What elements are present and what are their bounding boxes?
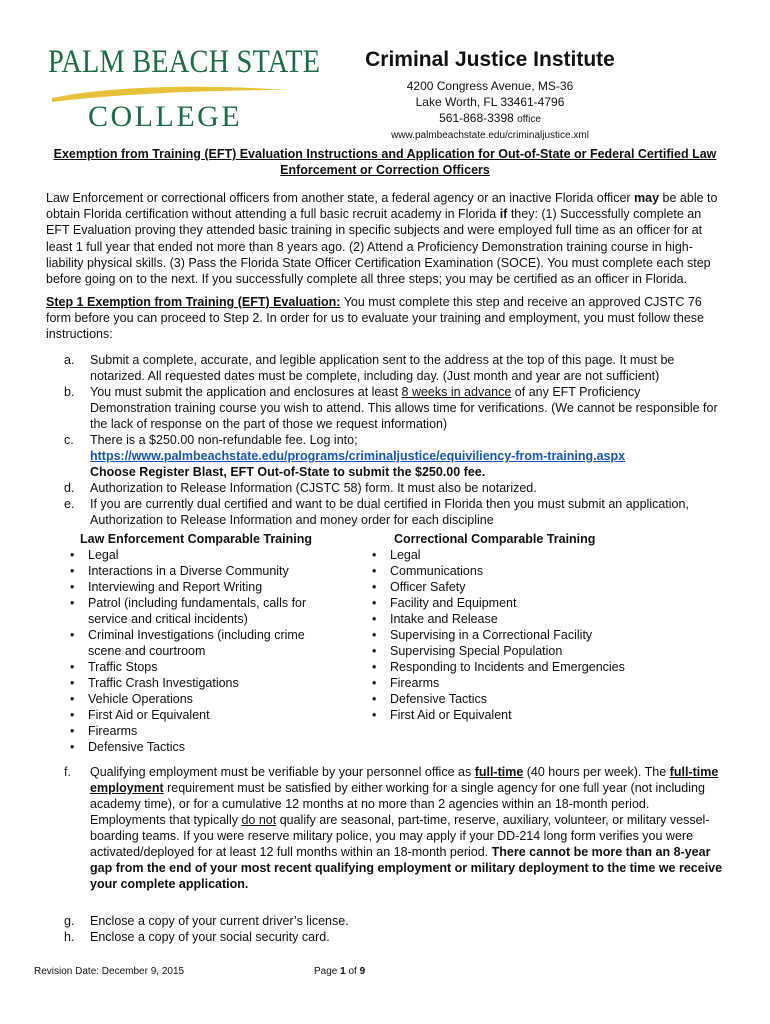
- college-logo: [48, 44, 321, 133]
- item-letter: e.: [64, 497, 75, 511]
- list-item-e: [64, 496, 724, 528]
- training-list-item: [64, 739, 334, 755]
- item-f-fulltime: full-time: [474, 765, 524, 779]
- training-item-text: Communications: [390, 564, 484, 578]
- training-item-text: Interactions in a Diverse Community: [88, 564, 289, 578]
- step1-text: You must complete this step and receive an approved CJSTC 76 form before you can proceed to Step 2. In order for us to evaluate your training and employment, you must follow these instructions:: [46, 295, 705, 342]
- bullet-icon: •: [70, 724, 75, 738]
- instruction-list-f: [64, 764, 724, 892]
- bullet-icon: •: [372, 596, 377, 610]
- training-list-item: [366, 659, 666, 675]
- training-item-text: Firearms: [390, 676, 440, 690]
- item-b-text-2: of any EFT Proficiency Demonstration training course you wish to attend. This allows time for verifications. (We cannot be responsible for the lack of response on the part of those we request information): [90, 385, 718, 431]
- training-list-item: [64, 675, 334, 691]
- eft-registration-link[interactable]: https://www.palmbeachstate.edu/programs/criminaljustice/equiviliency-from-training.aspx: [90, 449, 626, 463]
- corr-training-list: [366, 547, 666, 723]
- intro-if: if: [499, 207, 508, 222]
- training-list-item: [366, 579, 666, 595]
- item-g-text: Enclose a copy of your current driver’s license.: [90, 914, 349, 928]
- institute-name: Criminal Justice Institute: [365, 48, 615, 71]
- revision-date: Revision Date: December 9, 2015: [34, 966, 185, 977]
- bullet-icon: •: [372, 580, 377, 594]
- bullet-icon: •: [372, 612, 377, 626]
- item-c-bold: Choose Register Blast, EFT Out-of-State to submit the $250.00 fee.: [90, 465, 486, 479]
- training-item-text: Defensive Tactics: [88, 740, 186, 754]
- training-list-item: [64, 627, 334, 659]
- bullet-icon: •: [70, 676, 75, 690]
- intro-paragraph: [46, 190, 724, 287]
- bullet-icon: •: [70, 692, 75, 706]
- training-list-item: [64, 659, 334, 675]
- item-f-text-1: Qualifying employment must be verifiable by your personnel office as: [90, 765, 475, 779]
- phone-number: 561-868-3398: [439, 111, 514, 125]
- corr-training-heading: Correctional Comparable Training: [394, 532, 596, 546]
- training-item-text: Legal: [88, 548, 119, 562]
- item-b-text: You must submit the application and enclosures at least: [90, 385, 402, 399]
- item-letter: h.: [64, 930, 75, 944]
- item-b-underline: 8 weeks in advance: [401, 385, 512, 399]
- page-pre: Page: [314, 966, 341, 977]
- training-list-item: [366, 675, 666, 691]
- le-training-column: [64, 531, 334, 755]
- item-e-text: If you are currently dual certified and want to be dual certified in Florida then you must submit an application, Authorization to Release Information and money order for each discipline: [90, 497, 689, 527]
- training-item-text: Traffic Stops: [88, 660, 158, 674]
- bullet-icon: •: [70, 628, 75, 642]
- training-item-text: Officer Safety: [390, 580, 466, 594]
- logo-top-text: PALM BEACH STATE: [48, 44, 321, 80]
- item-f-bold: There cannot be more than an 8-year gap from the end of your most recent qualifying employment or military deployment to the time we receive your complete application.: [90, 845, 723, 891]
- training-list-item: [64, 579, 334, 595]
- item-f-donot: do not: [241, 813, 277, 827]
- address-line-2: Lake Worth, FL 33461-4796: [415, 95, 565, 109]
- training-list-item: [64, 723, 334, 739]
- training-item-text: Interviewing and Report Writing: [88, 580, 263, 594]
- item-c-text: There is a $250.00 non-refundable fee. Log into;: [90, 433, 358, 447]
- instruction-list-g-h: [64, 913, 724, 945]
- training-item-text: Traffic Crash Investigations: [88, 676, 239, 690]
- training-item-text: Criminal Investigations (including crime scene and courtroom: [88, 628, 305, 658]
- instruction-list-a-e: [64, 352, 724, 528]
- item-f-fte: full-time employment: [90, 765, 719, 795]
- item-letter: d.: [64, 481, 75, 495]
- list-item-b: [64, 384, 724, 432]
- phone-label: office: [517, 114, 541, 125]
- item-letter: g.: [64, 914, 75, 928]
- training-list-item: [366, 611, 666, 627]
- bullet-icon: •: [70, 660, 75, 674]
- training-list-item: [64, 547, 334, 563]
- training-item-text: Legal: [390, 548, 421, 562]
- training-item-text: Firearms: [88, 724, 138, 738]
- page-number: [314, 966, 365, 977]
- training-item-text: First Aid or Equivalent: [88, 708, 210, 722]
- intro-text-3: they: (1) Successfully complete an EFT Evaluation proving they attended basic training in specific subjects and were employed full time as an officer for at least 1 full year that ended not more than 8 years ago. (2) Attend a Proficiency Demonstration training course in high-liability physical skills. (3) Pass the Florida State Officer Certification Examination (SOCE). You must complete each step before going on to the next. If you successfully complete all three steps; you may be certified as an officer in Florida.: [46, 207, 711, 287]
- bullet-icon: •: [70, 548, 75, 562]
- page-total: 9: [359, 966, 366, 977]
- bullet-icon: •: [70, 740, 75, 754]
- training-list-item: [64, 595, 334, 627]
- training-list-item: [366, 627, 666, 643]
- website-text: www.palmbeachstate.edu/criminaljustice.xml: [391, 130, 589, 141]
- page-current: 1: [340, 966, 346, 977]
- corr-training-column: [366, 531, 666, 723]
- list-item-f: [64, 764, 724, 892]
- bullet-icon: •: [70, 564, 75, 578]
- list-item-d: [64, 480, 724, 496]
- training-list-item: [366, 547, 666, 563]
- training-list-item: [366, 707, 666, 723]
- item-a-text: Submit a complete, accurate, and legible application sent to the address at the top of this page. It must be notarized. All requested dates must be complete, including day. (Just month and year are not sufficient): [90, 353, 675, 383]
- intro-text-1: Law Enforcement or correctional officers from another state, a federal agency or an inactive Florida officer: [46, 191, 635, 205]
- training-list-item: [366, 643, 666, 659]
- bullet-icon: •: [372, 548, 377, 562]
- training-list-item: [64, 707, 334, 723]
- page-mid: of: [345, 966, 360, 977]
- address-line-1: 4200 Congress Avenue, MS-36: [406, 79, 574, 93]
- intro-may: may: [634, 191, 660, 205]
- logo-bottom-text: COLLEGE: [88, 100, 243, 133]
- bullet-icon: •: [70, 596, 75, 610]
- institute-info: [330, 48, 650, 144]
- bullet-icon: •: [372, 676, 377, 690]
- item-d-text: Authorization to Release Information (CJSTC 58) form. It must also be notarized.: [90, 481, 537, 495]
- intro-text-2: be able to obtain Florida certification without attending a full basic recruit academy in Florida: [46, 191, 718, 222]
- phone-line: [330, 110, 650, 128]
- le-training-heading: Law Enforcement Comparable Training: [80, 532, 312, 546]
- training-list-item: [366, 691, 666, 707]
- bullet-icon: •: [70, 580, 75, 594]
- training-item-text: Supervising in a Correctional Facility: [390, 628, 593, 642]
- item-f-text-2: (40 hours per week). The: [523, 765, 670, 779]
- training-list-item: [366, 595, 666, 611]
- le-training-list: [64, 547, 334, 755]
- bullet-icon: •: [372, 564, 377, 578]
- step1-heading: Step 1 Exemption from Training (EFT) Evaluation:: [46, 295, 341, 309]
- list-item-h: [64, 929, 724, 945]
- training-list-item: [64, 691, 334, 707]
- item-f-text-4: qualify are seasonal, part-time, reserve, auxiliary, volunteer, or military vessel-boarding teams. If you were reserve military police, you may apply if your DD-214 long form verifies you were activated/deployed for at least 12 full months within an 18-month period.: [90, 813, 710, 859]
- training-item-text: Patrol (including fundamentals, calls for service and critical incidents): [88, 596, 307, 626]
- item-letter: c.: [64, 433, 74, 447]
- bullet-icon: •: [372, 692, 377, 706]
- item-h-text: Enclose a copy of your social security card.: [90, 930, 330, 944]
- training-item-text: Supervising Special Population: [390, 644, 563, 658]
- training-item-text: First Aid or Equivalent: [390, 708, 512, 722]
- list-item-g: [64, 913, 724, 929]
- training-item-text: Vehicle Operations: [88, 692, 193, 706]
- training-list-item: [366, 563, 666, 579]
- bullet-icon: •: [372, 644, 377, 658]
- bullet-icon: •: [372, 708, 377, 722]
- item-letter: f.: [64, 765, 71, 779]
- list-item-c: [64, 432, 724, 480]
- bullet-icon: •: [372, 628, 377, 642]
- item-letter: b.: [64, 385, 75, 399]
- list-item-a: [64, 352, 724, 384]
- document-title: Exemption from Training (EFT) Evaluation Instructions and Application for Out-of-State or Federal Certified Law Enforcement or Correction Officers: [53, 147, 717, 177]
- bullet-icon: •: [372, 660, 377, 674]
- step1-paragraph: [46, 294, 724, 343]
- item-f-text-3: requirement must be satisfied by either working for a single agency for one full year (not including academy time), or for a cumulative 12 months at no more than 2 agencies within an 18-month period. Employments that typically: [90, 781, 705, 827]
- training-list-item: [64, 563, 334, 579]
- bullet-icon: •: [70, 708, 75, 722]
- training-item-text: Facility and Equipment: [390, 596, 517, 610]
- training-item-text: Intake and Release: [390, 612, 498, 626]
- training-item-text: Responding to Incidents and Emergencies: [390, 660, 625, 674]
- training-item-text: Defensive Tactics: [390, 692, 488, 706]
- item-letter: a.: [64, 353, 75, 367]
